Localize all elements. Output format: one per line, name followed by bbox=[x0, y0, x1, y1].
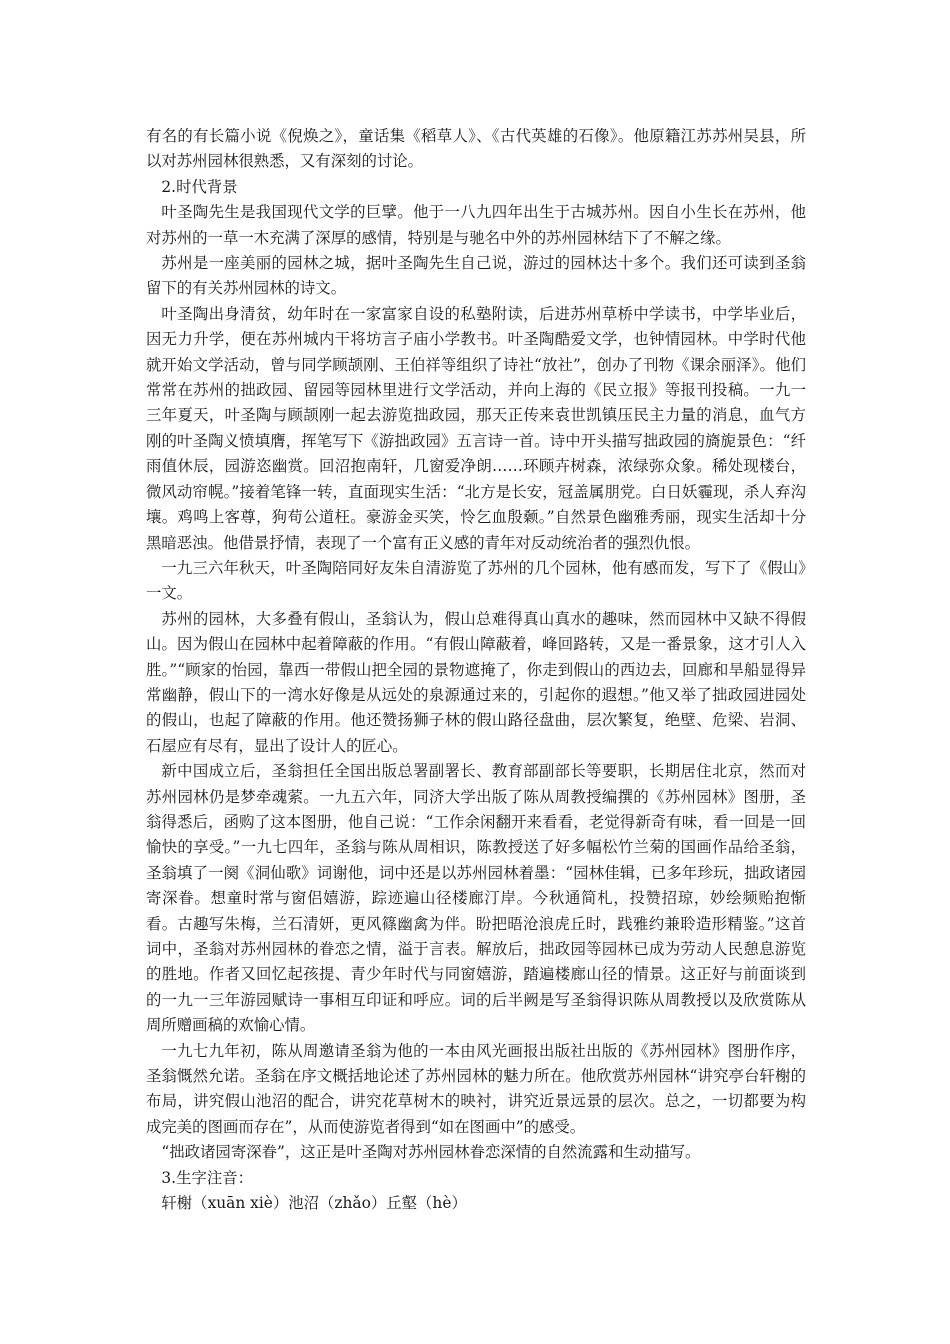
paragraph-intro-continued: 有名的有长篇小说《倪焕之》，童话集《稻草人》、《古代英雄的石像》。他原籍江苏苏州吴县，所以对苏州园林很熟悉，又有深刻的讨论。 bbox=[146, 127, 806, 171]
paragraph-early-life: 叶圣陶出身清贫，幼年时在一家富家自设的私塾附读，后进苏州草桥中学读书，中学毕业后，因无力升学，便在苏州城内干将坊言子庙小学教书。叶圣陶酷爱文学，也钟情园林。中学时代他就开始文学活动，曾与同学顾颉刚、王伯祥等组织了诗社“放社”，创办了刊物《课余丽泽》。他们常常在苏州的拙政园、留园等园林里进行文学活动，并向上海的《民立报》等报刊投稿。一九一三年夏天，叶圣陶与顾颉刚一起去游览拙政园，那天正传来袁世凯镇压民主力量的消息，血气方刚的叶圣陶义愤填膺，挥笔写下《游拙政园》五言诗一首。诗中开头描写拙政园的旖旎景色：“纤雨值休辰，园游恣幽赏。回沼抱南轩，几窗爱净朗……环顾卉树森，浓绿弥众象。稀处现楼台，微风动帘幌。”接着笔锋一转，直面现实生活：“北方是长安，冠盖属朋党。白日妖霾现，杀人弃沟壤。鸡鸣上客尊，狗苟公道枉。豪游金买笑，怜乞血殷颡。”自然景色幽雅秀丽，现实生活却十分黑暗恶浊。他借景抒情，表现了一个富有正义感的青年对反动统治者的强烈仇恨。 bbox=[146, 304, 806, 552]
document-body bbox=[146, 124, 806, 1216]
section-heading-background: 2.时代背景 bbox=[161, 177, 238, 196]
paragraph-suzhou-gardens: 苏州是一座美丽的园林之城，据叶圣陶先生自己说，游过的园林达十多个。我们还可读到圣翁留下的有关苏州园林的诗文。 bbox=[146, 254, 806, 298]
paragraph-ye-shengtao-birth: 叶圣陶先生是我国现代文学的巨擘。他于一八九四年出生于古城苏州。因自小生长在苏州，他对苏州的一草一木充满了深厚的感情，特别是与驰名中外的苏州园林结下了不解之缘。 bbox=[146, 203, 806, 247]
section-heading-pronunciation: 3.生字注音： bbox=[161, 1168, 254, 1187]
paragraph-summary: “拙政诸园寄深眷”，这正是叶圣陶对苏州园林眷恋深情的自然流露和生动描写。 bbox=[161, 1143, 701, 1162]
pronunciation-list: 轩榭（xuān xiè）池沼（zhǎo）丘壑（hè） bbox=[161, 1194, 467, 1213]
paragraph-after-liberation: 新中国成立后，圣翁担任全国出版总署副署长、教育部副部长等要职，长期居住北京，然而对苏州园林仍是梦牵魂萦。一九五六年，同济大学出版了陈从周教授编撰的《苏州园林》图册，圣翁得悉后，函购了这本图册，他自己说：“工作余闲翻开来看看，老觉得新奇有味，看一回是一回愉快的享受。”一九七四年，圣翁与陈从周相识，陈教授送了好多幅松竹兰菊的国画作品给圣翁，圣翁填了一阕《洞仙歌》词谢他，词中还是以苏州园林着墨：“园林佳辑，已多年珍玩，拙政诸园寄深眷。想童时常与窗侣嬉游，踪迹遍山径楼廊汀岸。今秋通简札，投赞招琼，妙绘频贻抱惭看。古趣写朱梅，兰石清妍，更风篠幽禽为伴。盼把晤沧浪虎丘时，践雅约兼聆造形精鉴。”这首词中，圣翁对苏州园林的眷恋之情，溢于言表。解放后，拙政园等园林已成为劳动人民憩息游览的胜地。作者又回忆起孩提、青少年时代与同窗嬉游，踏遍楼廊山径的情景。这正好与前面谈到的一九一三年游园赋诗一事相互印证和呼应。词的后半阙是写圣翁得识陈从周教授以及欣赏陈从周所赠画稿的欢愉心情。 bbox=[146, 762, 806, 1035]
paragraph-1979-preface: 一九七九年初，陈从周邀请圣翁为他的一本由风光画报出版社出版的《苏州园林》图册作序，圣翁慨然允诺。圣翁在序文概括地论述了苏州园林的魅力所在。他欣赏苏州园林“讲究亭台轩榭的布局，讲究假山池沼的配合，讲究花草树木的映衬，讲究近景远景的层次。总之，一切都要为构成完美的图画而存在”，从而使游览者得到“如在图画中”的感受。 bbox=[146, 1041, 806, 1136]
paragraph-rockeries: 苏州的园林，大多叠有假山，圣翁认为，假山总难得真山真水的趣味，然而园林中又缺不得假山。因为假山在园林中起着障蔽的作用。“有假山障蔽着，峰回路转，又是一番景象，这才引人入胜。”“顾家的怡园，靠西一带假山把全园的景物遮掩了，你走到假山的西边去，回廊和旱船显得异常幽静，假山下的一湾水好像是从远处的泉源通过来的，引起你的遐想。”他又举了拙政园进园处的假山，也起了障蔽的作用。他还赞扬狮子林的假山路径盘曲，层次繁复，绝壁、危梁、岩洞、石屋应有尽有，显出了设计人的匠心。 bbox=[146, 609, 806, 755]
paragraph-1936-visit: 一九三六年秋天，叶圣陶陪同好友朱自清游览了苏州的几个园林，他有感而发，写下了《假山》一文。 bbox=[146, 558, 806, 603]
